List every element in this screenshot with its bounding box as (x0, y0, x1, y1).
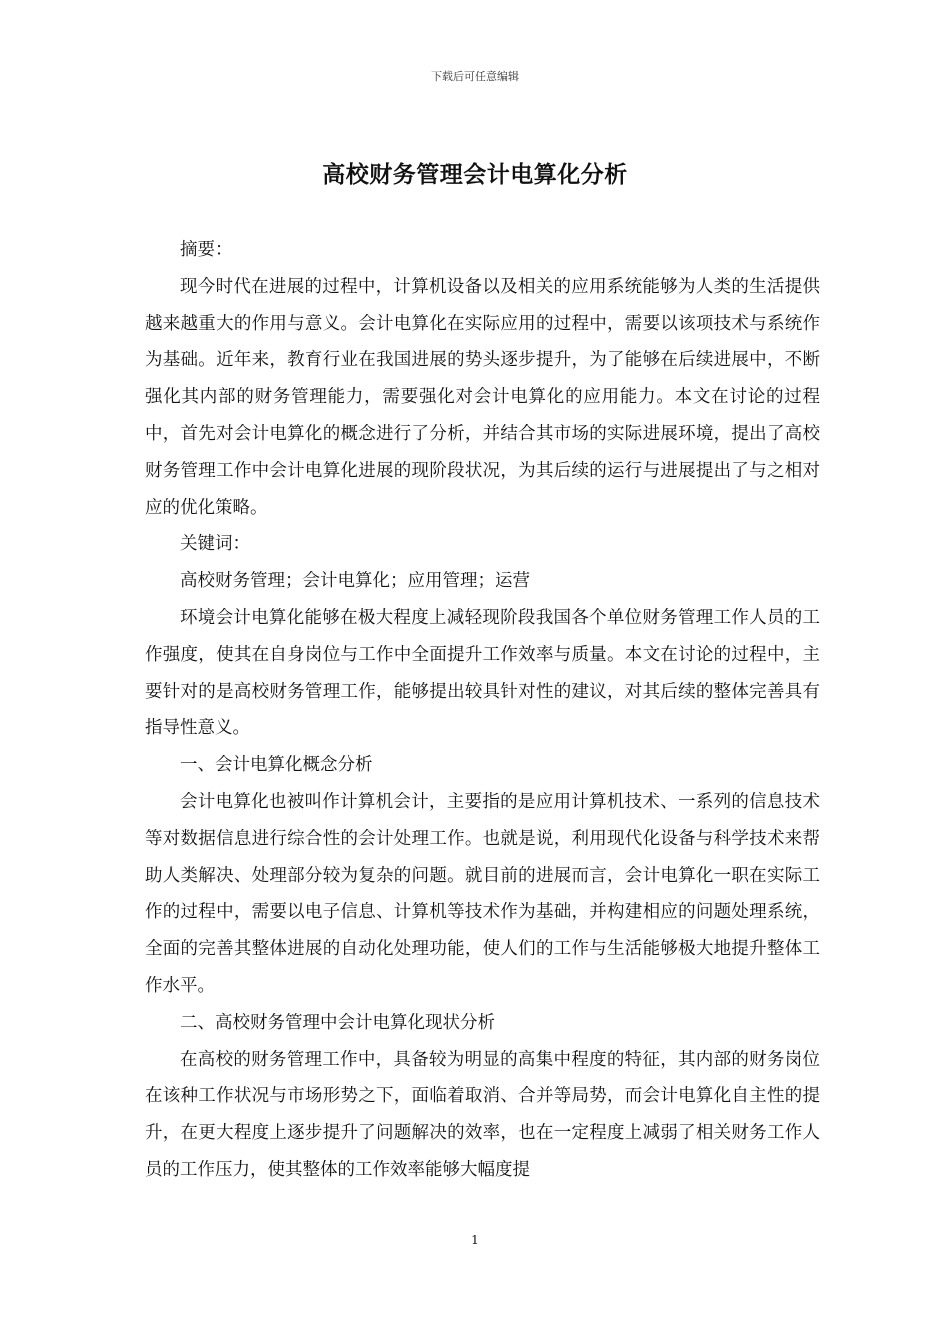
section-heading-1: 一、会计电算化概念分析 (180, 755, 373, 776)
keywords-heading: 关键词： (180, 534, 250, 555)
intro-paragraph: 环境会计电算化能够在极大程度上减轻现阶段我国各个单位财务管理工作人员的工作强度，使其在自身岗位与工作中全面提升工作效率与质量。本文在讨论的过程中，主要针对的是高校财务管理工作，能够提出较具针对性的建议，对其后续的整体完善具有指导性意义。 (145, 607, 820, 739)
abstract-paragraph: 现今时代在进展的过程中，计算机设备以及相关的应用系统能够为人类的生活提供越来越重大的作用与意义。会计电算化在实际应用的过程中，需要以该项技术与系统作为基础。近年来，教育行业在我国进展的势头逐步提升，为了能够在后续进展中，不断强化其内部的财务管理能力，需要强化对会计电算化的应用能力。本文在讨论的过程中，首先对会计电算化的概念进行了分析，并结合其市场的实际进展环境，提出了高校财务管理工作中会计电算化进展的现阶段状况，为其后续的运行与进展提出了与之相对应的优化策略。 (145, 276, 820, 518)
document-body (145, 232, 820, 1189)
keywords-list: 高校财务管理；会计电算化；应用管理；运营 (180, 571, 530, 592)
document-title: 高校财务管理会计电算化分析 (322, 162, 628, 188)
section-paragraph-1: 会计电算化也被叫作计算机会计，主要指的是应用计算机技术、一系列的信息技术等对数据信息进行综合性的会计处理工作。也就是说，利用现代化设备与科学技术来帮助人类解决、处理部分较为复杂的问题。就目前的进展而言，会计电算化一职在实际工作的过程中，需要以电子信息、计算机等技术作为基础，并构建相应的问题处理系统，全面的完善其整体进展的自动化处理功能，使人们的工作与生活能够极大地提升整体工作水平。 (145, 791, 820, 996)
page-number: 1 (471, 1233, 479, 1247)
section-heading-2: 二、高校财务管理中会计电算化现状分析 (180, 1012, 495, 1033)
abstract-heading: 摘要： (180, 240, 233, 260)
header-note: 下载后可任意编辑 (431, 70, 519, 83)
section-paragraph-2: 在高校的财务管理工作中，具备较为明显的高集中程度的特征，其内部的财务岗位在该种工作状况与市场形势之下，面临着取消、合并等局势，而会计电算化自主性的提升，在更大程度上逐步提升了问题解决的效率，也在一定程度上减弱了相关财务工作人员的工作压力，使其整体的工作效率能够大幅度提 (145, 1049, 820, 1180)
